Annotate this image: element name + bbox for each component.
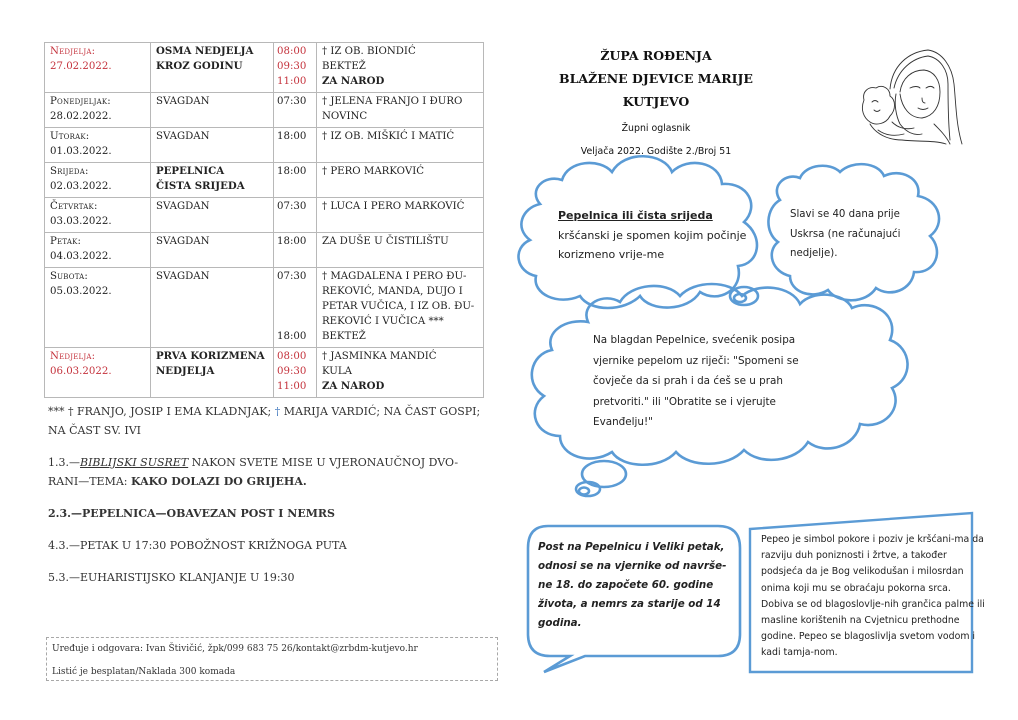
mass-time: 07:30 xyxy=(277,271,307,282)
mass-intention: † MAGDALENA I PERO ĐU- xyxy=(322,271,467,282)
edition-info: Listić je besplatan/Naklada 300 komada xyxy=(52,667,236,677)
time-cell xyxy=(274,348,317,398)
day-name: Utorak: xyxy=(50,131,90,142)
liturgical-day: PRVA KORIZMENA xyxy=(156,350,265,362)
schedule-row xyxy=(45,233,484,268)
mass-time: 11:00 xyxy=(277,76,307,87)
bible-meeting-link: BIBLIJSKI SUSRET xyxy=(80,456,189,469)
bubble-ash-wednesday-definition: Pepelnica ili čista srijeda kršćanski je spomen kojim počinje korizmeno vrije-me xyxy=(558,209,747,261)
mass-time: 18:00 xyxy=(277,166,307,177)
mass-intention: ZA NAROD xyxy=(322,380,385,392)
liturgical-day: SVAGDAN xyxy=(156,131,210,142)
date: 03.03.2022. xyxy=(50,216,112,227)
mass-time: 08:00 xyxy=(277,46,307,57)
mass-intention: ZA DUŠE U ČISTILIŠTU xyxy=(322,236,449,247)
day-cell xyxy=(45,268,151,348)
day-cell xyxy=(45,43,151,93)
time-cell xyxy=(274,163,317,198)
time-cell xyxy=(274,233,317,268)
mass-intention: † LUCA I PERO MARKOVIĆ xyxy=(322,201,465,212)
schedule-row xyxy=(45,128,484,163)
date: 01.03.2022. xyxy=(50,146,112,157)
announcement-bible-meeting: 1.3.—BIBLIJSKI SUSRET NAKON SVETE MISE U VJERONAUČNOJ DVO-RANI—TEMA: KAKO DOLAZI DO GRIJEHA. xyxy=(48,456,459,488)
bulletin-subtitle xyxy=(548,117,764,163)
footnote-intentions: *** † FRANJO, JOSIP I EMA KLADNJAK; † MARIJA VARDIĆ; NA ČAST GOSPI; NA ČAST SV. IVI xyxy=(48,405,481,437)
liturgical-day: SVAGDAN xyxy=(156,271,210,282)
liturgical-day-cell xyxy=(151,43,274,93)
liturgical-day: NEDJELJA xyxy=(156,365,215,377)
time-cell xyxy=(274,268,317,348)
time-cell xyxy=(274,128,317,163)
date: 28.02.2022. xyxy=(50,111,112,122)
liturgical-day-cell xyxy=(151,198,274,233)
day-name: Srijeda: xyxy=(50,166,89,177)
parish-title: ŽUPA ROĐENJA BLAŽENE DJEVICE MARIJE KUTJEVO xyxy=(559,48,753,109)
day-name: Petak: xyxy=(50,236,82,247)
bubble-forty-days: Slavi se 40 dana prije Uskrsa (ne računajući nedjelje). xyxy=(790,209,901,259)
intention-cell xyxy=(317,43,484,93)
liturgical-day-cell xyxy=(151,163,274,198)
mass-time: 07:30 xyxy=(277,96,307,107)
mass-time: 18:00 xyxy=(277,131,307,142)
mass-time: 18:00 xyxy=(277,236,307,247)
mass-time xyxy=(277,284,313,299)
day-cell xyxy=(45,163,151,198)
mass-time: 11:00 xyxy=(277,381,307,392)
liturgical-day: SVAGDAN xyxy=(156,236,210,247)
schedule-row xyxy=(45,43,484,93)
issue-info: Veljača 2022. Godište 2./Broj 51 xyxy=(580,146,732,157)
mass-schedule xyxy=(44,42,484,398)
liturgical-day: KROZ GODINU xyxy=(156,60,243,72)
day-name: Ponedjeljak: xyxy=(50,96,111,107)
schedule-row xyxy=(45,93,484,128)
announcement-ash-wednesday: 2.3.—PEPELNICA—OBAVEZAN POST I NEMRS xyxy=(48,507,335,520)
schedule-table xyxy=(44,42,484,398)
mass-time: 09:30 xyxy=(277,61,307,72)
day-name: Subota: xyxy=(50,271,89,282)
liturgical-day: PEPELNICA xyxy=(156,165,225,177)
date: 05.03.2022. xyxy=(50,286,112,297)
date: 02.03.2022. xyxy=(50,181,112,192)
bubble-title: Pepelnica ili čista srijeda xyxy=(558,209,713,222)
time-cell xyxy=(274,198,317,233)
mass-intention: † JELENA FRANJO I ĐURO xyxy=(322,96,463,107)
date: 27.02.2022. xyxy=(50,61,112,72)
intention-cell xyxy=(317,163,484,198)
bubble-fasting-rules: Post na Pepelnicu i Veliki petak, odnosi se na vjernike od navrše-ne 18. do započete 60. godine života, a nemrs za starije od 14 godina. xyxy=(538,541,727,629)
intention-cell xyxy=(317,233,484,268)
mass-intention: NOVINC xyxy=(322,111,368,122)
mass-time: 18:00 xyxy=(277,331,307,342)
day-name: Nedjelja: xyxy=(50,351,96,362)
mass-time xyxy=(277,314,313,329)
liturgical-day: SVAGDAN xyxy=(156,96,210,107)
mass-intention: BEKTEŽ xyxy=(322,331,366,342)
mass-time: 09:30 xyxy=(277,366,307,377)
intention-cell xyxy=(317,93,484,128)
mass-intention: PETAR VUČICA, I IZ OB. ĐU- xyxy=(322,301,475,312)
announcement-adoration: 5.3.—EUHARISTIJSKO KLANJANJE U 19:30 xyxy=(48,571,295,584)
mass-intention: REKOVIĆ I VUČICA *** xyxy=(322,316,444,327)
editor-contact: Uređuje i odgovara: Ivan Štivičić, žpk/099 683 75 26/kontakt@zrbdm-kutjevo.hr xyxy=(52,644,418,654)
time-cell xyxy=(274,93,317,128)
mass-intention: REKOVIĆ, MANDA, DUJO I xyxy=(322,286,463,297)
liturgical-day: ČISTA SRIJEDA xyxy=(156,180,245,192)
mass-intention: † IZ OB. MIŠKIĆ I MATIĆ xyxy=(322,131,455,142)
liturgical-day: SVAGDAN xyxy=(156,201,210,212)
intention-cell xyxy=(317,198,484,233)
announcements xyxy=(48,402,488,600)
day-name: Četvrtak: xyxy=(50,201,98,212)
day-cell xyxy=(45,93,151,128)
liturgical-day-cell xyxy=(151,128,274,163)
mass-intention: ZA NAROD xyxy=(322,75,385,87)
day-cell xyxy=(45,198,151,233)
intention-cell xyxy=(317,348,484,398)
liturgical-day-cell xyxy=(151,93,274,128)
mass-time xyxy=(277,299,313,314)
mass-intention: KULA xyxy=(322,366,352,377)
cross-icon: † xyxy=(274,405,281,418)
schedule-row xyxy=(45,163,484,198)
box-ash-symbolism: Pepeo je simbol pokore i poziv je kršćani-ma da razviju duh poniznosti i žrtve, a također podsjeća da je Bog velikodušan i milosrdan onima koji mu se obraćaju pokorna srca. Dobiva se od blagoslovlje-nih grančica palme ili masline korištenih na Cvjetnicu prethodne godine. Pepeo se blagoslivlja svetom vodom i kadi tamja-nom. xyxy=(761,534,985,659)
liturgical-day-cell xyxy=(151,233,274,268)
day-cell xyxy=(45,348,151,398)
schedule-row xyxy=(45,268,484,348)
mass-intention: † IZ OB. BIONDIĆ xyxy=(322,46,416,57)
date: 04.03.2022. xyxy=(50,251,112,262)
publisher-footer xyxy=(46,637,498,681)
schedule-row xyxy=(45,198,484,233)
liturgical-day: OSMA NEDJELJA xyxy=(156,45,254,57)
day-cell xyxy=(45,128,151,163)
mass-intention: † JASMINKA MANDIĆ xyxy=(322,351,437,362)
bubble-ash-rite: Na blagdan Pepelnice, svećenik posipa vjernike pepelom uz riječi: "Spomeni se čovječe da si prah i da ćeš se u prah pretvoriti." ili "Obratite se i vjerujte Evanđelju!" xyxy=(593,334,799,428)
mass-intention: BEKTEŽ xyxy=(322,61,366,72)
intention-cell xyxy=(317,268,484,348)
liturgical-day-cell xyxy=(151,348,274,398)
liturgical-day-cell xyxy=(151,268,274,348)
madonna-and-child-icon xyxy=(830,44,965,154)
intention-cell xyxy=(317,128,484,163)
mass-time: 07:30 xyxy=(277,201,307,212)
day-name: Nedjelja: xyxy=(50,46,96,57)
time-cell xyxy=(274,43,317,93)
date: 06.03.2022. xyxy=(50,366,112,377)
bulletin-name: Župni oglasnik xyxy=(621,123,691,134)
announcement-stations-of-cross: 4.3.—PETAK U 17:30 POBOŽNOST KRIŽNOGA PUTA xyxy=(48,539,347,552)
mass-time: 08:00 xyxy=(277,351,307,362)
day-cell xyxy=(45,233,151,268)
schedule-row xyxy=(45,348,484,398)
mass-intention: † PERO MARKOVIĆ xyxy=(322,166,425,177)
